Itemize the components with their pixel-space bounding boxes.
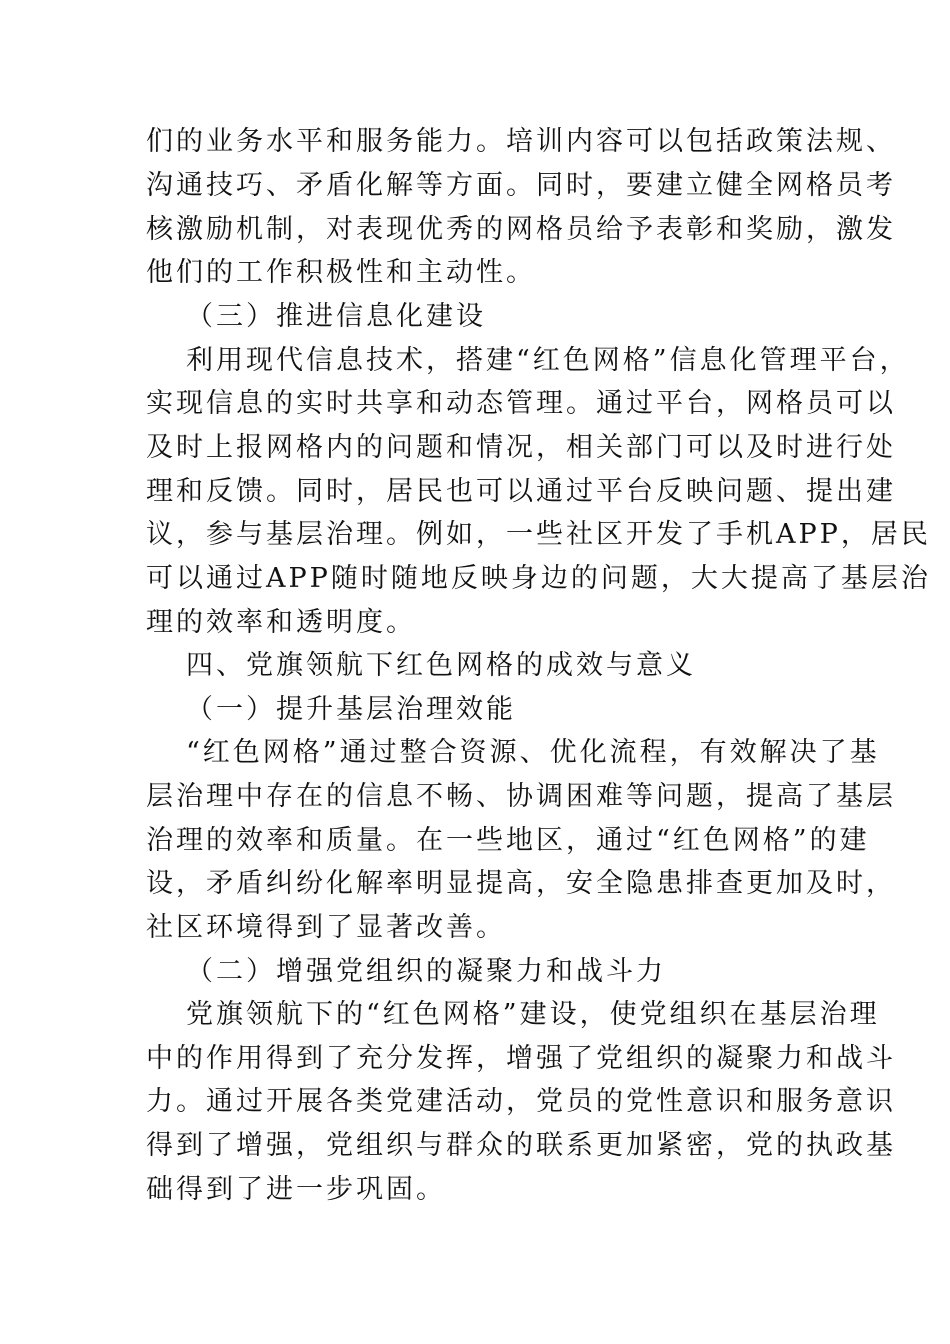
text-line: 及时上报网格内的问题和情况，相关部门可以及时进行处 [146, 432, 896, 463]
text-line: 得到了增强，党组织与群众的联系更加紧密，党的执政基 [146, 1130, 896, 1161]
text-line: 沟通技巧、矛盾化解等方面。同时，要建立健全网格员考 [146, 170, 896, 201]
text-line: 设，矛盾纠纷化解率明显提高，安全隐患排查更加及时， [146, 868, 896, 899]
text-line: 理和反馈。同时，居民也可以通过平台反映问题、提出建 [146, 476, 896, 507]
text-line: “红色网格”通过整合资源、优化流程，有效解决了基 [186, 737, 880, 768]
subsection-heading: （三）推进信息化建设 [186, 301, 486, 332]
text-line: 党旗领航下的“红色网格”建设，使党组织在基层治理 [186, 999, 880, 1030]
text-line: 他们的工作积极性和主动性。 [146, 257, 536, 288]
text-line: 实现信息的实时共享和动态管理。通过平台，网格员可以 [146, 388, 896, 419]
text-line: 中的作用得到了充分发挥，增强了党组织的凝聚力和战斗 [146, 1043, 896, 1074]
text-line: 治理的效率和质量。在一些地区，通过“红色网格”的建 [146, 825, 870, 856]
text-line: 力。通过开展各类党建活动，党员的党性意识和服务意识 [146, 1086, 896, 1117]
text-line: 理的效率和透明度。 [146, 607, 416, 638]
text-line: 础得到了进一步巩固。 [146, 1174, 446, 1205]
text-line: 可以通过APP随时随地反映身边的问题，大大提高了基层治 [146, 563, 931, 594]
text-line: 核激励机制，对表现优秀的网格员给予表彰和奖励，激发 [146, 214, 896, 245]
text-line: 社区环境得到了显著改善。 [146, 912, 506, 943]
text-line: 们的业务水平和服务能力。培训内容可以包括政策法规、 [146, 126, 896, 157]
text-line: 议，参与基层治理。例如，一些社区开发了手机APP，居民 [146, 519, 931, 550]
text-line: 层治理中存在的信息不畅、协调困难等问题，提高了基层 [146, 781, 896, 812]
text-line: 利用现代信息技术，搭建“红色网格”信息化管理平台， [186, 345, 910, 376]
section-heading: 四、党旗领航下红色网格的成效与意义 [186, 650, 696, 681]
subsection-heading: （二）增强党组织的凝聚力和战斗力 [186, 956, 666, 987]
subsection-heading: （一）提升基层治理效能 [186, 694, 516, 725]
